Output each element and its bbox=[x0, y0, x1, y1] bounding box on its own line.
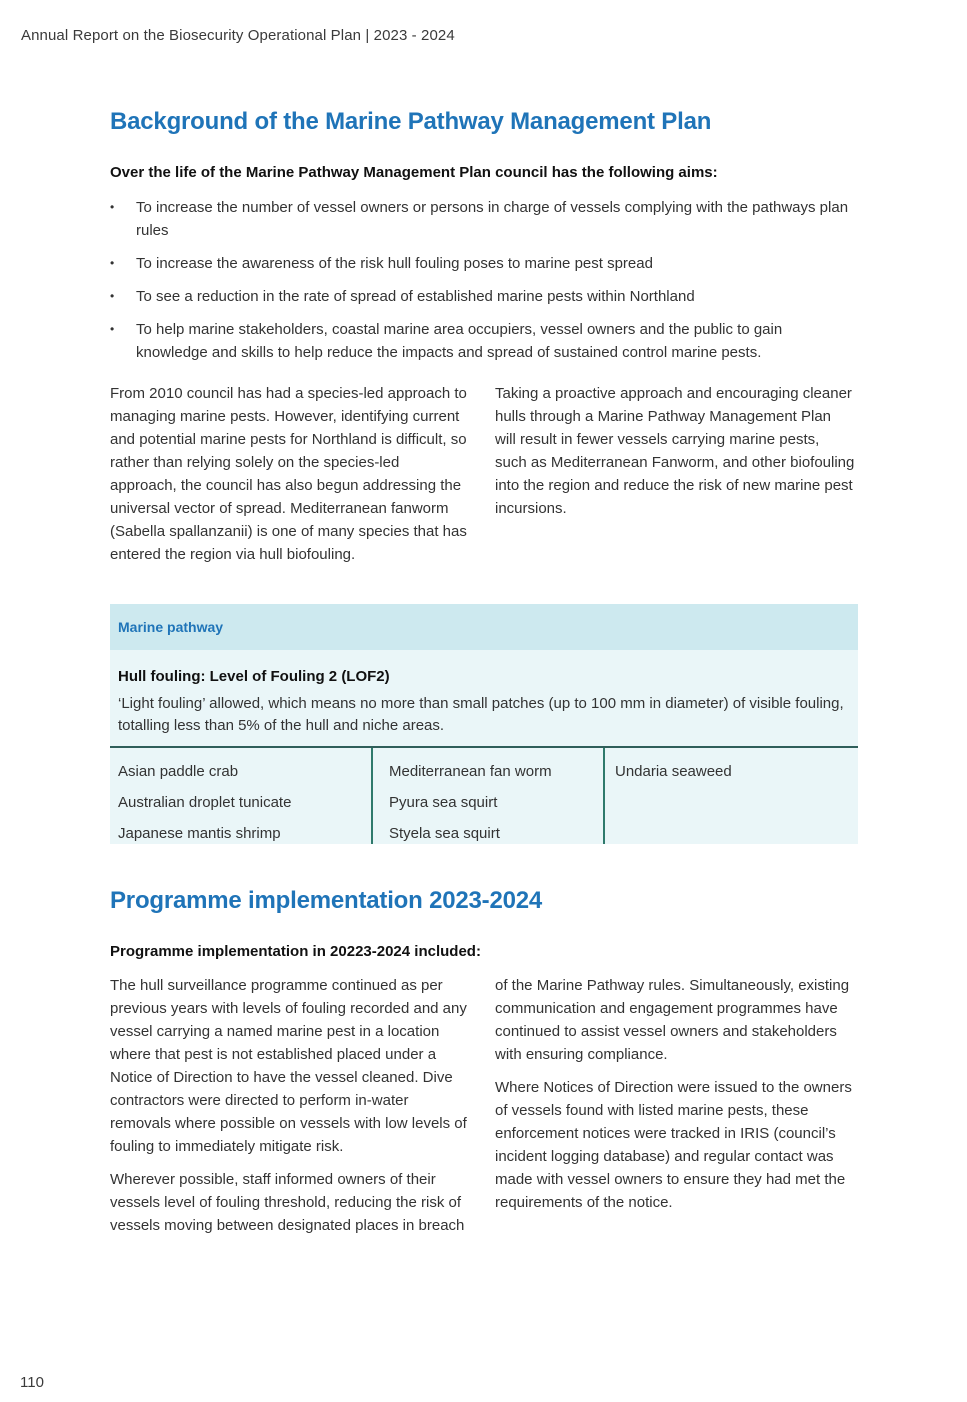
pest-name: Asian paddle crab bbox=[118, 763, 239, 780]
panel-description: ‘Light fouling’ allowed, which means no more than small patches (up to 100 mm in diameter) of visible fouling, totalling less than 5% of the hull and niche areas. bbox=[118, 695, 844, 734]
pest-name: Pyura sea squirt bbox=[389, 794, 498, 811]
page-number: 110 bbox=[20, 1374, 44, 1391]
paragraph: Where Notices of Direction were issued to the owners of vessels found with listed marine pests, these enforcement notices were tracked in IRIS (council’s incident logging database) and regular contact was made with vessel owners to ensure they had met the requirements of the notice. bbox=[495, 1079, 852, 1211]
pest-column bbox=[110, 748, 373, 844]
paragraph: of the Marine Pathway rules. Simultaneously, existing communication and engagement programmes have continued to assist vessel owners and stakeholders with ensuring compliance. bbox=[495, 977, 850, 1063]
aims-list bbox=[110, 196, 858, 374]
programme-left-column bbox=[110, 974, 470, 1247]
list-item: • To increase the awareness of the risk hull fouling poses to marine pest spread bbox=[110, 252, 858, 275]
aims-intro: Over the life of the Marine Pathway Management Plan council has the following aims: bbox=[110, 164, 718, 181]
list-item: • To help marine stakeholders, coastal marine area occupiers, vessel owners and the public to gain knowledge and skills to help reduce the impacts and spread of sustained control marine pests. bbox=[110, 318, 858, 364]
section-title-programme: Programme implementation 2023-2024 bbox=[110, 887, 543, 914]
pest-name: Japanese mantis shrimp bbox=[118, 825, 281, 842]
list-item: • To increase the number of vessel owners or persons in charge of vessels complying with the pathways plan rules bbox=[110, 196, 858, 242]
paragraph: The hull surveillance programme continued as per previous years with levels of fouling recorded and any vessel carrying a named marine pest in a location where that pest is not established placed under a Notice of Direction to have the vessel cleaned. Dive contractors were directed to perform in-water removals where possible on vessels with low levels of fouling to immediately mitigate risk. bbox=[110, 977, 467, 1155]
pest-name: Mediterranean fan worm bbox=[389, 763, 552, 780]
panel-header: Marine pathway bbox=[110, 604, 858, 650]
background-right-column bbox=[495, 382, 855, 530]
running-header: Annual Report on the Biosecurity Operational Plan | 2023 - 2024 bbox=[21, 27, 455, 44]
list-item: • To see a reduction in the rate of spread of established marine pests within Northland bbox=[110, 285, 858, 308]
pest-table bbox=[110, 746, 858, 844]
pest-column bbox=[373, 748, 605, 844]
programme-intro: Programme implementation in 20223-2024 included: bbox=[110, 943, 481, 960]
pest-column bbox=[605, 748, 858, 844]
section-title-background: Background of the Marine Pathway Management Plan bbox=[110, 108, 712, 135]
marine-pathway-panel bbox=[110, 604, 858, 844]
paragraph: From 2010 council has had a species-led approach to managing marine pests. However, identifying current and potential marine pests for Northland is difficult, so rather than relying solely on the species-led approach, the council has also begun addressing the universal vector of spread. Mediterranean fanworm (Sabella spallanzanii) is one of many species that has entered the region via hull biofouling. bbox=[110, 385, 467, 563]
panel-title: Hull fouling: Level of Fouling 2 (LOF2) bbox=[118, 668, 390, 685]
paragraph: Taking a proactive approach and encouraging cleaner hulls through a Marine Pathway Management Plan will result in fewer vessels carrying marine pests, such as Mediterranean Fanworm, and other biofouling into the region and reduce the risk of new marine pest incursions. bbox=[495, 385, 855, 517]
programme-right-column bbox=[495, 974, 855, 1224]
pest-name: Styela sea squirt bbox=[389, 825, 500, 842]
paragraph: Wherever possible, staff informed owners of their vessels level of fouling threshold, reducing the risk of vessels moving between designated places in breach bbox=[110, 1171, 465, 1234]
pest-name: Undaria seaweed bbox=[615, 763, 732, 780]
background-left-column bbox=[110, 382, 470, 576]
pest-name: Australian droplet tunicate bbox=[118, 794, 292, 811]
